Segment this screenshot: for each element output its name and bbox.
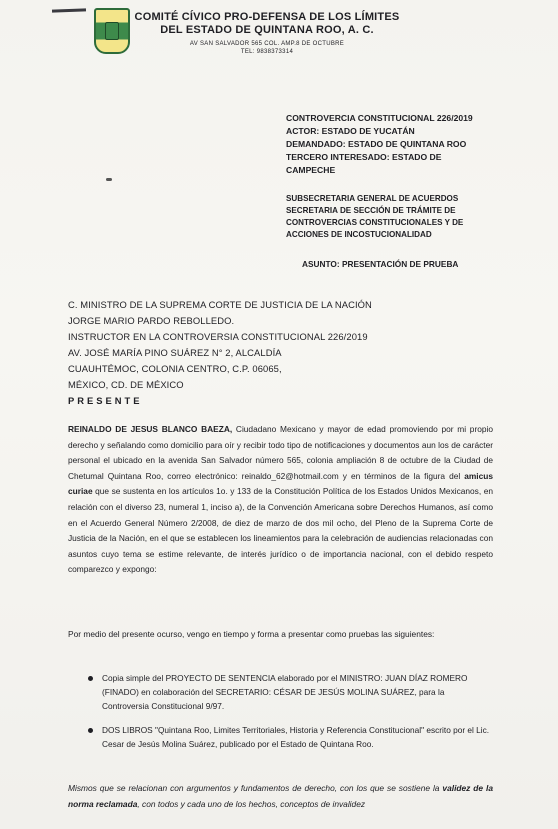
evidence-intro: Por medio del presente ocurso, vengo en tiempo y forma a presentar como pruebas las siguientes:: [68, 629, 435, 639]
addressee-line: INSTRUCTOR EN LA CONTROVERSIA CONSTITUCIONAL 226/2019: [68, 331, 368, 342]
addressee-line: C. MINISTRO DE LA SUPREMA CORTE DE JUSTICIA DE LA NACIÓN: [68, 299, 372, 310]
main-paragraph: [68, 422, 493, 578]
case-line: DEMANDADO: ESTADO DE QUINTANA ROO: [286, 139, 467, 149]
pen-mark: [52, 8, 86, 12]
case-line: TERCERO INTERESADO: ESTADO DE: [286, 152, 442, 162]
org-phone: TEL: 9838373314: [240, 49, 294, 55]
subse-line: SECRETARIA DE SECCIÓN DE TRÁMITE DE: [286, 206, 456, 215]
list-item: [88, 723, 492, 751]
case-line: ACTOR: ESTADO DE YUCATÁN: [286, 126, 415, 136]
closing-text: Mismos que se relacionan con argumentos y fundamentos de derecho, con los que se sostiene la: [68, 783, 443, 793]
presente-label: PRESENTE: [68, 395, 143, 406]
subse-line: CONTROVERCIAS CONSTITUCIONALES Y DE: [286, 218, 464, 227]
list-item: [88, 671, 492, 713]
subse-line: ACCIONES DE INCOSTUCIONALIDAD: [286, 230, 432, 239]
addressee-block: [68, 297, 488, 409]
petitioner-name: REINALDO DE JESUS BLANCO BAEZA,: [68, 424, 233, 434]
addressee-line: MÉXICO, CD. DE MÉXICO: [68, 379, 184, 390]
subject-line: ASUNTO: PRESENTACIÓN DE PRUEBA: [302, 259, 459, 269]
org-name-line2: DEL ESTADO DE QUINTANA ROO, A. C.: [160, 24, 374, 36]
bullet-icon: [88, 728, 93, 733]
org-name-line1: COMITÉ CÍVICO PRO-DEFENSA DE LOS LÍMITES: [134, 11, 400, 23]
amicus-term: amicus curiae: [68, 470, 493, 497]
case-block: [286, 112, 486, 177]
subse-line: SUBSECRETARIA GENERAL DE ACUERDOS: [286, 194, 459, 203]
closing-paragraph: [68, 781, 493, 812]
paragraph-text: que se sustenta en los artículos 1o. y 133 de la Constitución Política de los Estados Unidos Mexicanos, en relación con el diverso 23, numeral 1, inciso a), de la Convención Americana sobre Derechos Humanos, así como en el Acuerdo General Número 2/2008, de diez de marzo de dos mil ocho, del Pleno de la Suprema Corte de Justicia de la Nación, en el que se establecen los lineamientos para la celebración de audiencias relacionadas con asuntos cuyo tema se estime relevante, de interés jurídico o de importancia nacional, con el debido respeto comparezco y expongo:: [68, 486, 493, 575]
list-item-text: DOS LIBROS "Quintana Roo, Limites Territoriales, Historia y Referencia Constitucional" escrito por el Lic. Cesar de Jesús Molina Suárez, publicado por el Estado de Quintana Roo.: [102, 725, 490, 749]
closing-text: , con todos y cada uno de los hechos, conceptos de invalidez: [137, 798, 366, 809]
paragraph-text: Ciudadano Mexicano y mayor de edad promoviendo por mi propio derecho y señalando como domicilio para oír y recibir todo tipo de notificaciones y documentos aun los de carácter personal el ubicado en la avenida San Salvador número 565, colonia ampliación 8 de octubre de la Ciudad de Chetumal Quintana Roo, correo electrónico: reinaldo_62@hotmail.com y en términos de la figura del: [68, 424, 494, 481]
organization-seal-icon: [94, 8, 130, 54]
addressee-line: JORGE MARIO PARDO REBOLLEDO.: [68, 315, 235, 326]
addressee-line: AV. JOSÉ MARÍA PINO SUÁREZ N° 2, ALCALDÍA: [68, 347, 282, 358]
case-line: CONTROVERCIA CONSTITUCIONAL 226/2019: [286, 113, 473, 123]
case-line: CAMPECHE: [286, 165, 336, 175]
closing-emphasis: validez de la norma reclamada: [68, 783, 494, 809]
bullet-icon: [88, 676, 93, 681]
addressee-line: CUAUHTÉMOC, COLONIA CENTRO, C.P. 06065,: [68, 363, 282, 374]
stray-mark: [106, 178, 112, 181]
org-address: AV SAN SALVADOR 565 COL. AMP.8 DE OCTUBRE: [189, 41, 345, 47]
subsecretaria-block: [286, 193, 486, 241]
letterhead: [132, 11, 402, 56]
list-item-text: Copia simple del PROYECTO DE SENTENCIA elaborado por el MINISTRO: JUAN DÍAZ ROMERO (FINADO) en colaboración del SECRETARIO: CÉSAR DE JESÚS MOLINA SUÁREZ, para la Controversia Constitucional 9/97.: [102, 673, 468, 711]
evidence-list: [88, 671, 492, 761]
